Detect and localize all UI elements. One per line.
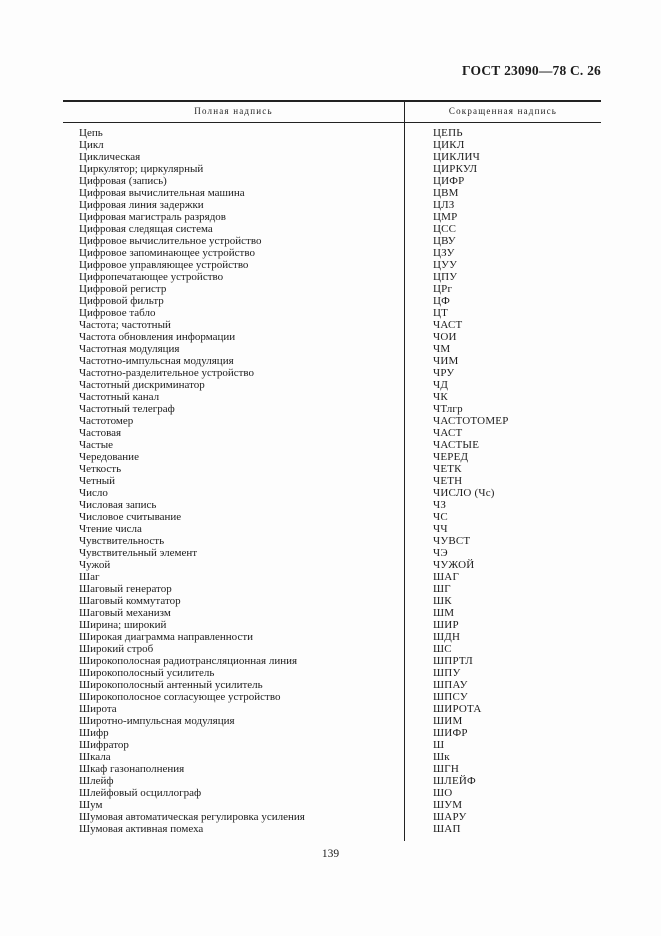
table-row: [0, 343, 661, 355]
full-inscription: Чувствительный элемент: [79, 547, 198, 559]
full-inscription: Чтение числа: [79, 523, 142, 535]
table-row: [0, 499, 661, 511]
table-row: [0, 511, 661, 523]
full-inscription: Шумовая автоматическая регулировка усиления: [79, 811, 305, 823]
full-inscription: Число: [79, 487, 108, 499]
short-inscription: ЧУВСТ: [433, 535, 471, 547]
short-inscription: ШИФР: [433, 727, 468, 739]
table-row: [0, 823, 661, 835]
table-row: [0, 463, 661, 475]
short-inscription: ШС: [433, 643, 452, 655]
short-inscription: ЧТлгр: [433, 403, 463, 415]
full-inscription: Шаговый генератор: [79, 583, 172, 595]
full-inscription: Широта: [79, 703, 117, 715]
short-inscription: ЧЕТК: [433, 463, 462, 475]
full-inscription: Шлейфовый осциллограф: [79, 787, 202, 799]
full-inscription: Цифровое табло: [79, 307, 156, 319]
full-inscription: Частотно-импульсная модуляция: [79, 355, 234, 367]
table-row: [0, 523, 661, 535]
table-row: [0, 307, 661, 319]
table-row: [0, 187, 661, 199]
full-inscription: Широкая диаграмма направленности: [79, 631, 254, 643]
short-inscription: ЧЕРЕД: [433, 451, 469, 463]
full-inscription: Широкополосный антенный усилитель: [79, 679, 263, 691]
full-inscription: Шлейф: [79, 775, 114, 787]
full-inscription: Шкаф газонаполнения: [79, 763, 185, 775]
full-inscription: Шкала: [79, 751, 111, 763]
table-row: [0, 619, 661, 631]
full-inscription: Цифровая (запись): [79, 175, 167, 187]
short-inscription: ЦИКЛ: [433, 139, 465, 151]
full-inscription: Частотно-разделительное устройство: [79, 367, 255, 379]
full-inscription: Частота; частотный: [79, 319, 171, 331]
table-row: [0, 199, 661, 211]
table-row: [0, 319, 661, 331]
full-inscription: Частотомер: [79, 415, 134, 427]
full-inscription: Цифровое управляющее устройство: [79, 259, 249, 271]
short-inscription: ШПСУ: [433, 691, 468, 703]
full-inscription: Шаг: [79, 571, 100, 583]
short-inscription: ЧИМ: [433, 355, 459, 367]
table-row: [0, 427, 661, 439]
short-inscription: ЧЧ: [433, 523, 448, 535]
short-inscription: ЧС: [433, 511, 448, 523]
table-row: [0, 655, 661, 667]
full-inscription: Цифропечатающее устройство: [79, 271, 224, 283]
table-row: [0, 403, 661, 415]
full-inscription: Числовое считывание: [79, 511, 182, 523]
short-inscription: ЦВМ: [433, 187, 459, 199]
page-number: 139: [321, 848, 340, 860]
table-row: [0, 211, 661, 223]
short-inscription: ЦЛЗ: [433, 199, 455, 211]
full-inscription: Цепь: [79, 127, 103, 139]
column-header-short: Сокращенная надпись: [448, 106, 558, 116]
full-inscription: Шаговый механизм: [79, 607, 171, 619]
short-inscription: ШЛЕЙФ: [433, 775, 476, 787]
full-inscription: Циркулятор; циркулярный: [79, 163, 204, 175]
short-inscription: ШО: [433, 787, 453, 799]
table-row: [0, 571, 661, 583]
table-row: [0, 415, 661, 427]
short-inscription: ЦЕПЬ: [433, 127, 463, 139]
table-row: [0, 331, 661, 343]
short-inscription: ЦУУ: [433, 259, 458, 271]
full-inscription: Шаговый коммутатор: [79, 595, 181, 607]
short-inscription: ЦТ: [433, 307, 449, 319]
table-row: [0, 739, 661, 751]
full-inscription: Широкополосный усилитель: [79, 667, 215, 679]
table-row: [0, 787, 661, 799]
table-row: [0, 139, 661, 151]
short-inscription: ЦМР: [433, 211, 458, 223]
table-row: [0, 715, 661, 727]
table-row: [0, 799, 661, 811]
full-inscription: Чередование: [79, 451, 139, 463]
table-row: [0, 547, 661, 559]
table-row: [0, 367, 661, 379]
short-inscription: ШУМ: [433, 799, 463, 811]
table-row: [0, 235, 661, 247]
short-inscription: ШМ: [433, 607, 455, 619]
short-inscription: ШК: [433, 595, 452, 607]
table-row: [0, 811, 661, 823]
short-inscription: ЧАСТОТОМЕР: [433, 415, 509, 427]
table-row: [0, 475, 661, 487]
full-inscription: Широкополосное согласующее устройство: [79, 691, 281, 703]
table-row: [0, 487, 661, 499]
short-inscription: Шк: [433, 751, 450, 763]
table-row: [0, 667, 661, 679]
short-inscription: ШГН: [433, 763, 459, 775]
full-inscription: Цифровой фильтр: [79, 295, 164, 307]
table-row: [0, 451, 661, 463]
full-inscription: Цифровая вычислительная машина: [79, 187, 245, 199]
full-inscription: Широтно-импульсная модуляция: [79, 715, 235, 727]
full-inscription: Широкополосная радиотрансляционная линия: [79, 655, 298, 667]
short-inscription: ЧРУ: [433, 367, 455, 379]
full-inscription: Шум: [79, 799, 103, 811]
full-inscription: Чувствительность: [79, 535, 165, 547]
table-row: [0, 355, 661, 367]
table-row: [0, 163, 661, 175]
table-row: [0, 751, 661, 763]
full-inscription: Шумовая активная помеха: [79, 823, 204, 835]
table-header-border: [63, 122, 601, 123]
table-row: [0, 439, 661, 451]
short-inscription: ЧАСТЫЕ: [433, 439, 480, 451]
short-inscription: ЦЗУ: [433, 247, 455, 259]
full-inscription: Частотный телеграф: [79, 403, 175, 415]
full-inscription: Шифратор: [79, 739, 129, 751]
short-inscription: ЧАСТ: [433, 319, 463, 331]
table-top-border: [63, 100, 601, 102]
short-inscription: Ш: [433, 739, 445, 751]
short-inscription: ЧЭ: [433, 547, 448, 559]
full-inscription: Частотный дискриминатор: [79, 379, 205, 391]
table-row: [0, 535, 661, 547]
short-inscription: ЧАСТ: [433, 427, 463, 439]
short-inscription: ШПАУ: [433, 679, 468, 691]
full-inscription: Частотный канал: [79, 391, 160, 403]
short-inscription: ЧД: [433, 379, 449, 391]
full-inscription: Шифр: [79, 727, 109, 739]
short-inscription: ЧУЖОЙ: [433, 559, 475, 571]
full-inscription: Цифровая магистраль разрядов: [79, 211, 227, 223]
short-inscription: ШПРТЛ: [433, 655, 473, 667]
full-inscription: Циклическая: [79, 151, 141, 163]
full-inscription: Четкость: [79, 463, 122, 475]
short-inscription: ЦРг: [433, 283, 453, 295]
table-body: [0, 127, 661, 835]
short-inscription: ШГ: [433, 583, 451, 595]
page-header-title: ГОСТ 23090—78 С. 26: [462, 63, 601, 78]
full-inscription: Широкий строб: [79, 643, 154, 655]
full-inscription: Частотная модуляция: [79, 343, 180, 355]
table-row: [0, 223, 661, 235]
full-inscription: Частота обновления информации: [79, 331, 236, 343]
short-inscription: ЦИКЛИЧ: [433, 151, 480, 163]
full-inscription: Цифровое запоминающее устройство: [79, 247, 255, 259]
table-row: [0, 295, 661, 307]
table-row: [0, 727, 661, 739]
table-row: [0, 379, 661, 391]
full-inscription: Цифровое вычислительное устройство: [79, 235, 262, 247]
table-row: [0, 259, 661, 271]
full-inscription: Цифровой регистр: [79, 283, 167, 295]
short-inscription: ЧМ: [433, 343, 451, 355]
table-row: [0, 175, 661, 187]
full-inscription: Четный: [79, 475, 116, 487]
full-inscription: Цифровая линия задержки: [79, 199, 204, 211]
short-inscription: ЦСС: [433, 223, 457, 235]
short-inscription: ЧЕТН: [433, 475, 463, 487]
table-row: [0, 151, 661, 163]
short-inscription: ШДН: [433, 631, 461, 643]
short-inscription: ШАГ: [433, 571, 459, 583]
short-inscription: ЧК: [433, 391, 448, 403]
short-inscription: ЧИСЛО (Чс): [433, 487, 495, 499]
full-inscription: Частые: [79, 439, 113, 451]
table-row: [0, 643, 661, 655]
table-row: [0, 763, 661, 775]
short-inscription: ЦФ: [433, 295, 451, 307]
short-inscription: ШИРОТА: [433, 703, 482, 715]
table-row: [0, 247, 661, 259]
short-inscription: ЦВУ: [433, 235, 456, 247]
short-inscription: ШИМ: [433, 715, 463, 727]
short-inscription: ЧЗ: [433, 499, 447, 511]
short-inscription: ШИР: [433, 619, 459, 631]
full-inscription: Числовая запись: [79, 499, 157, 511]
table-row: [0, 631, 661, 643]
short-inscription: ЧОИ: [433, 331, 457, 343]
full-inscription: Цифровая следящая система: [79, 223, 213, 235]
full-inscription: Ширина; широкий: [79, 619, 167, 631]
column-header-full: Полная надпись: [194, 106, 273, 116]
full-inscription: Цикл: [79, 139, 104, 151]
table-row: [0, 283, 661, 295]
table-row: [0, 391, 661, 403]
short-inscription: ЦИРКУЛ: [433, 163, 478, 175]
short-inscription: ЦИФР: [433, 175, 465, 187]
full-inscription: Чужой: [79, 559, 111, 571]
table-row: [0, 271, 661, 283]
short-inscription: ШАРУ: [433, 811, 467, 823]
table-row: [0, 559, 661, 571]
full-inscription: Частовая: [79, 427, 122, 439]
short-inscription: ШПУ: [433, 667, 461, 679]
table-row: [0, 127, 661, 139]
short-inscription: ШАП: [433, 823, 461, 835]
short-inscription: ЦПУ: [433, 271, 458, 283]
table-row: [0, 679, 661, 691]
table-row: [0, 703, 661, 715]
table-row: [0, 595, 661, 607]
table-row: [0, 775, 661, 787]
table-row: [0, 607, 661, 619]
table-row: [0, 691, 661, 703]
table-row: [0, 583, 661, 595]
